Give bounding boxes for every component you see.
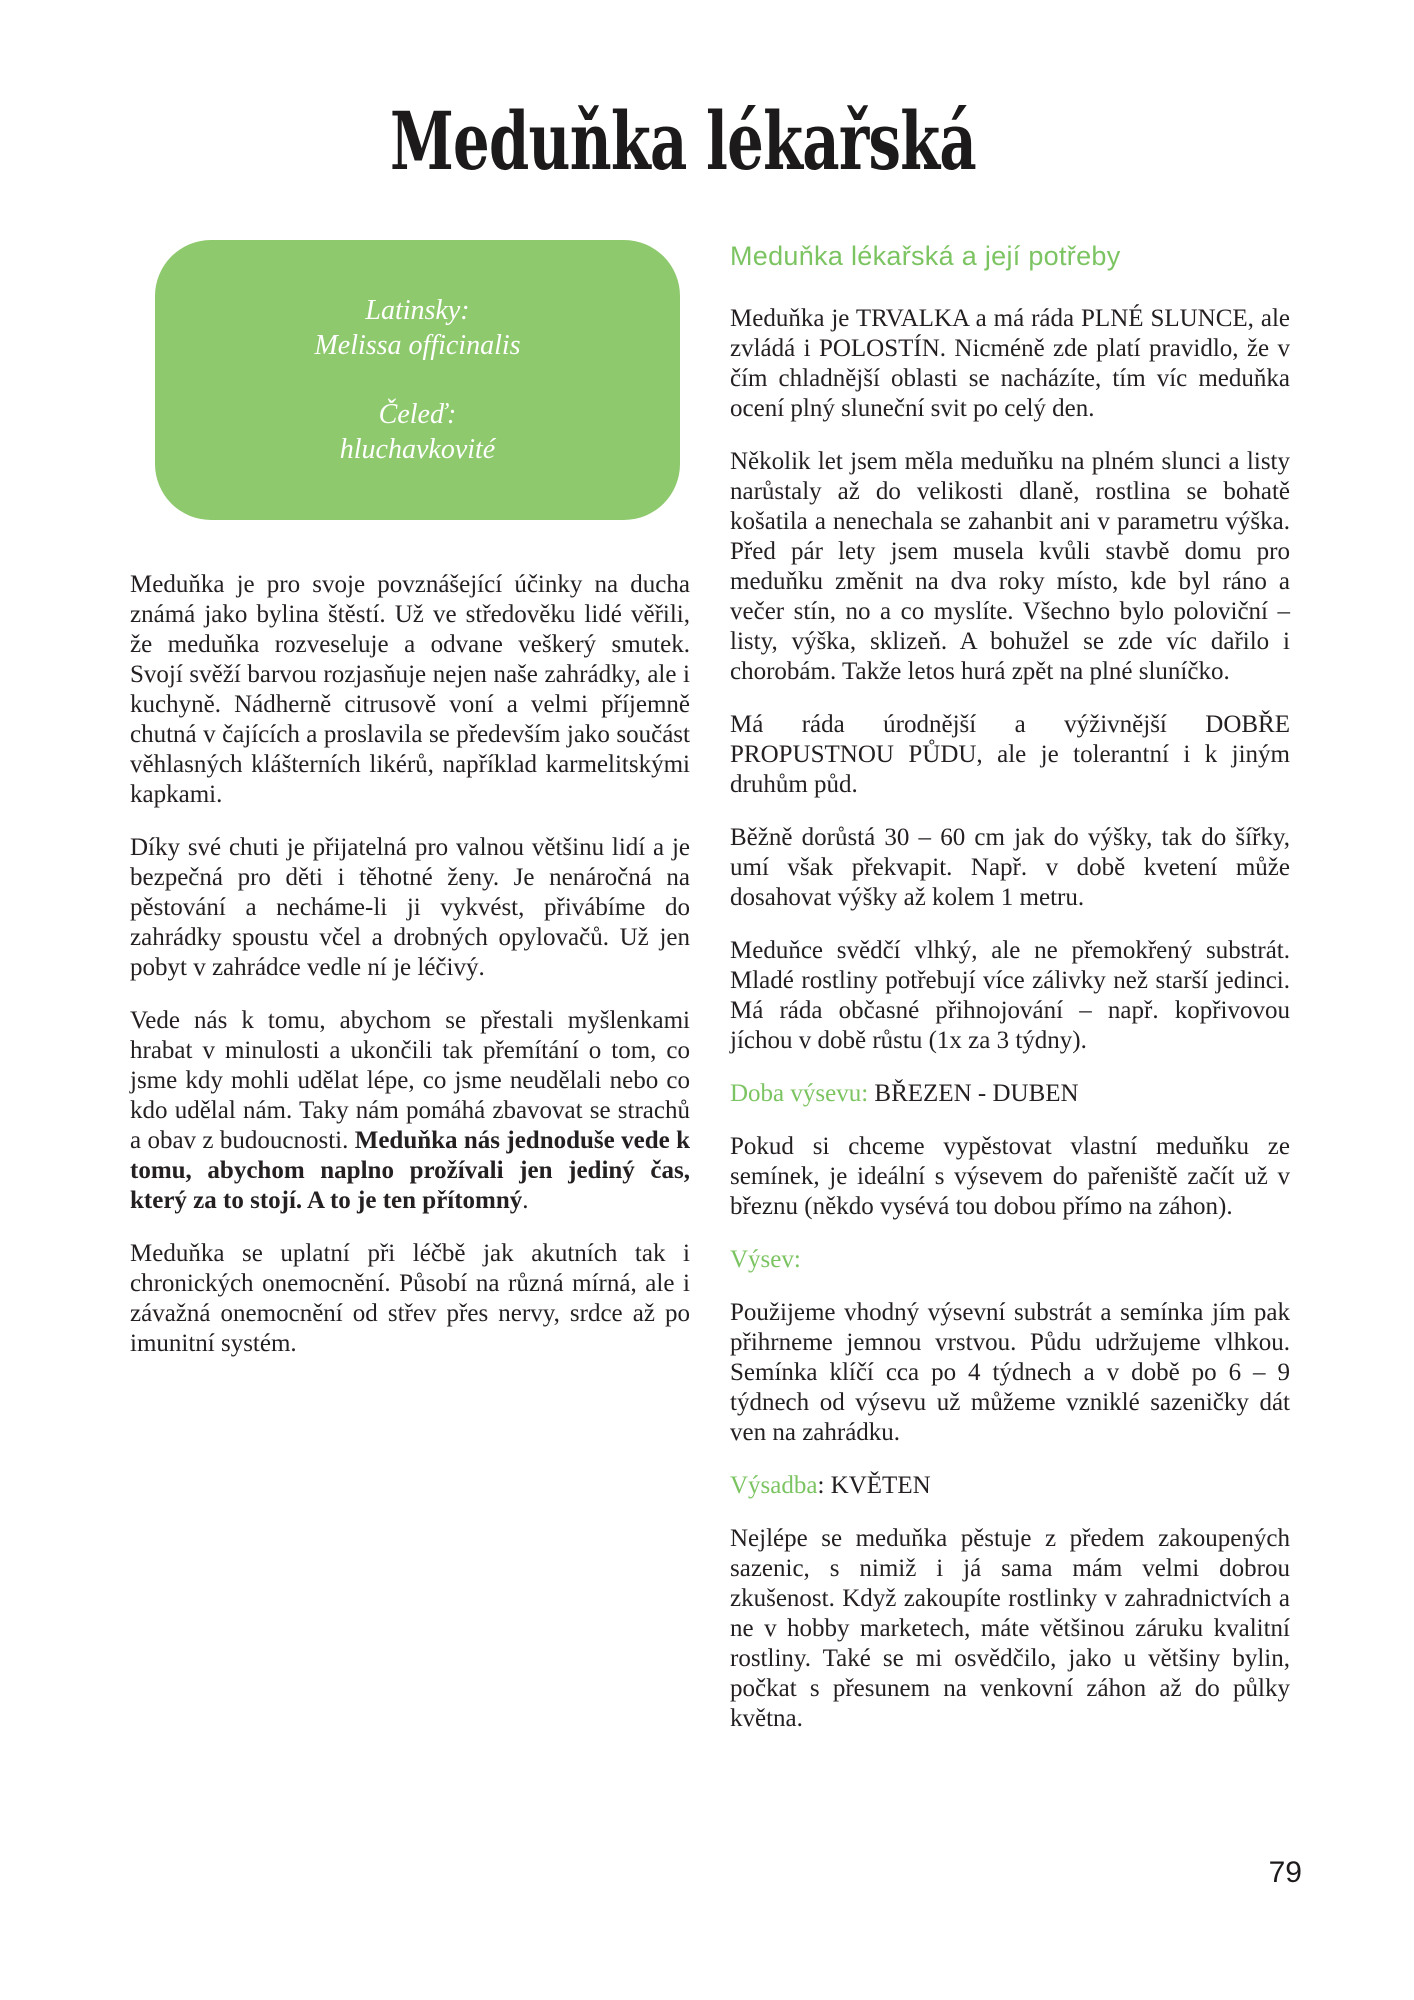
- left-column: [130, 240, 690, 1757]
- left-paragraph-1: Meduňka je pro svoje povznášející účinky na ducha známá jako bylina štěstí. Už ve středověku lidé věřili, že meduňka rozveseluje a odvane veškerý smutek. Svojí svěží barvou rozjasňuje nejen naše zahrádky, ale i kuchyně. Nádherně citrusově voní a velmi příjemně chutná v čajících a proslavila se především jako součást věhlasných klášterních likérů, například karmelitskými kapkami.: [130, 571, 690, 808]
- planting-line: [730, 1471, 1290, 1501]
- sowing-time-value: BŘEZEN - DUBEN: [868, 1080, 1079, 1107]
- section-heading-needs: Meduňka lékařská a její potřeby: [730, 241, 1121, 271]
- right-paragraph-4: Běžně dorůstá 30 – 60 cm jak do výšky, tak do šířky, umí však překvapit. Např. v době kvetení může dosahovat výšky až kolem 1 metru.: [730, 824, 1290, 911]
- family-label: Čeleď:: [378, 399, 457, 430]
- left-paragraph-3-bold: Meduňka nás jednoduše vede k tomu, abychom naplno prožívali jen jediný čas, který za to stojí. A to je ten přítomný: [130, 1127, 690, 1214]
- right-paragraph-2: Několik let jsem měla meduňku na plném slunci a listy narůstaly až do velikosti dlaně, rostlina se bohatě košatila a nenechala se zahanbit ani v parametru výška. Před pár lety jsem musela kvůli stavbě domu pro meduňku změnit na dva roky místo, kde byl ráno a večer stín, no a co myslíte. Všechno bylo poloviční – listy, výška, sklizeň. A bohužel se zde víc dařilo i chorobám. Takže letos hurá zpět na plné sluníčko.: [730, 448, 1290, 685]
- sowing-time-label: Doba výsevu:: [730, 1080, 869, 1107]
- right-paragraph-8: Nejlépe se meduňka pěstuje z předem zakoupených sazenic, s nimiž i já sama mám velmi dobrou zkušenost. Když zakoupíte rostlinky v zahradnictvích a ne v hobby marketech, máte většinou záruku kvalitní rostliny. Také se mi osvědčilo, jako u většiny bylin, počkat s přesunem na venkovní záhon až do půlky května.: [730, 1525, 1290, 1732]
- latin-name-group: [314, 293, 520, 363]
- right-paragraph-7: Použijeme vhodný výsevní substrát a semínka jím pak přihrneme jemnou vrstvou. Půdu udržujeme vlhkou. Semínka klíčí cca po 4 týdnech a v době po 6 – 9 týdnech od výsevu už můžeme vzniklé sazeničky dát ven na zahrádku.: [730, 1299, 1290, 1446]
- latin-name-value: Melissa officinalis: [314, 330, 521, 361]
- left-paragraph-3-regular: Vede nás k tomu, abychom se přestali myšlenkami hrabat v minulosti a ukončili tak přemítání o tom, co jsme kdy mohli udělat lépe, co jsme neudělali nebo co kdo udělal nám. Taky nám pomáhá zbavovat se strachů a obav z budoucnosti.: [130, 1007, 690, 1154]
- right-column: [730, 240, 1290, 1757]
- family-value: hluchavkovité: [339, 434, 496, 465]
- page-number: 79: [1268, 1856, 1302, 1889]
- left-paragraph-4: Meduňka se uplatní při léčbě jak akutních tak i chronických onemocnění. Působí na různá mírná, ale i závažná onemocnění od střev přes nervy, srdce až po imunitní systém.: [130, 1240, 690, 1357]
- left-paragraph-3: [130, 1006, 690, 1216]
- left-paragraph-3-period: .: [522, 1187, 529, 1214]
- sowing-heading-line: [730, 1245, 1290, 1275]
- right-paragraph-1: Meduňka je TRVALKA a má ráda PLNÉ SLUNCE, ale zvládá i POLOSTÍN. Nicméně zde platí pravidlo, že v čím chladnější oblasti se nacházíte, tím víc meduňka ocení plný sluneční svit po celý den.: [730, 305, 1290, 422]
- sowing-time-line: [730, 1079, 1290, 1109]
- right-paragraph-3: Má ráda úrodnější a výživnější DOBŘE PROPUSTNOU PŮDU, ale je tolerantní i k jiným druhům půd.: [730, 711, 1290, 798]
- left-paragraph-2: Díky své chuti je přijatelná pro valnou většinu lidí a je bezpečná pro děti i těhotné ženy. Je nenáročná na pěstování a necháme-li ji vykvést, přivábíme do zahrádky spoustu včel a drobných opylovačů. Už jen pobyt v zahrádce vedle ní je léčivý.: [130, 834, 690, 981]
- family-group: [340, 397, 495, 467]
- planting-value: : KVĚTEN: [817, 1472, 931, 1499]
- latin-name-label: Latinsky:: [365, 295, 470, 326]
- sowing-heading: Výsev:: [730, 1246, 801, 1273]
- content-columns: [130, 240, 1290, 1757]
- plant-info-card: [155, 240, 680, 520]
- planting-label: Výsadba: [730, 1472, 818, 1499]
- right-paragraph-6: Pokud si chceme vypěstovat vlastní meduňku ze semínek, je ideální s výsevem do pařeniště začít už v březnu (někdo vysévá tou dobou přímo na záhon).: [730, 1133, 1290, 1220]
- page-title: Meduňka lékařská: [390, 94, 976, 188]
- right-paragraph-5: Meduňce svědčí vlhký, ale ne přemokřený substrát. Mladé rostliny potřebují více zálivky než starší jedinci. Má ráda občasné přihnojování – např. kopřivovou jíchou v době růstu (1x za 3 týdny).: [730, 937, 1290, 1054]
